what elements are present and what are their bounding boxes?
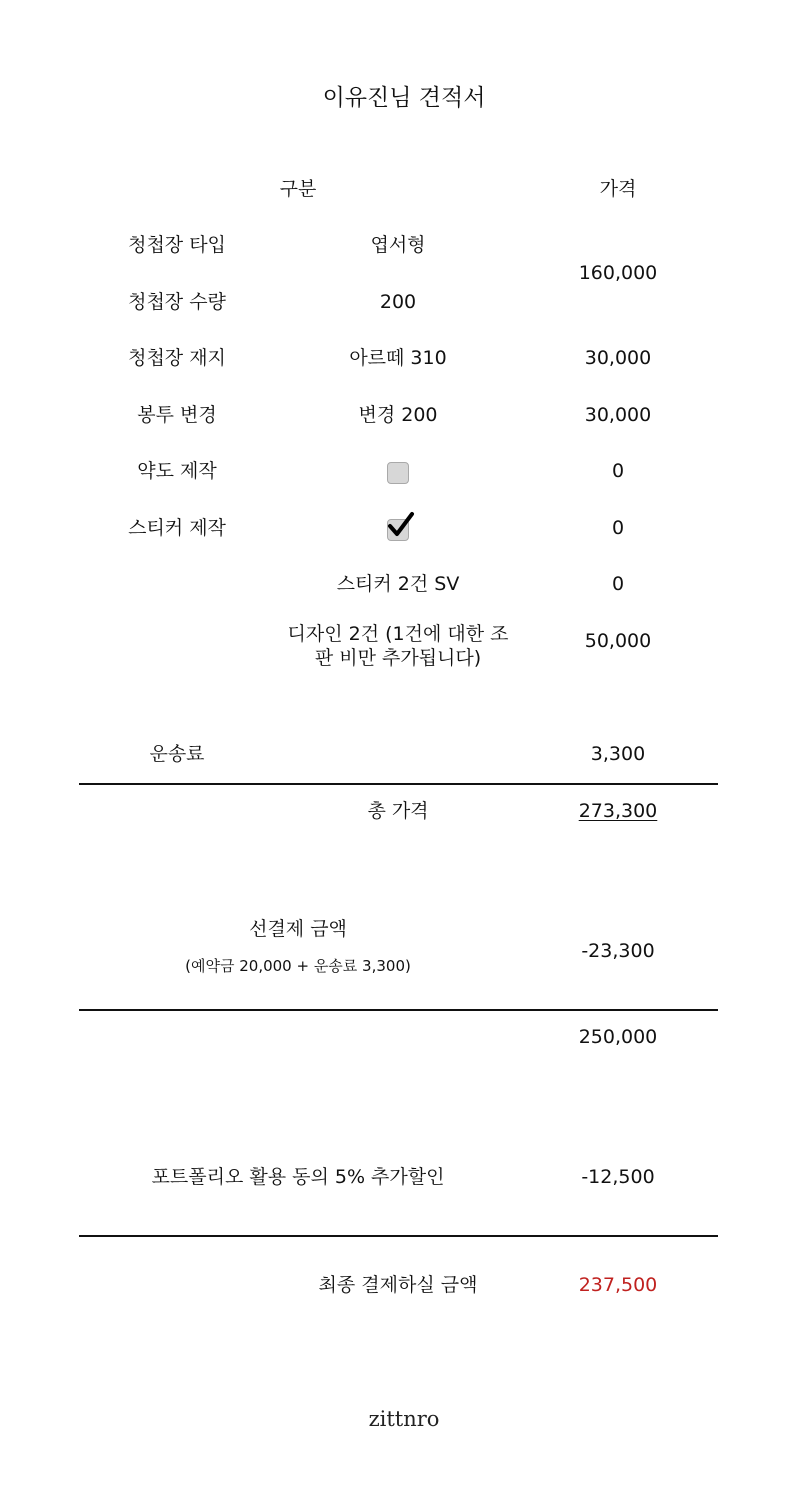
final-label: 최종 결제하실 금액 xyxy=(318,1274,478,1296)
discount-price: -12,500 xyxy=(581,1166,655,1188)
map-price: 0 xyxy=(611,460,625,482)
map-label: 약도 제작 xyxy=(137,460,217,482)
design-value: 디자인 2건 (1건에 대한 조판 비만 추가됩니다) xyxy=(287,623,509,669)
column-header-category: 구분 xyxy=(279,178,317,200)
invite-type-label: 청첩장 타입 xyxy=(128,234,226,256)
invite-qty-label: 청첩장 수량 xyxy=(128,291,226,313)
sticker-price: 0 xyxy=(611,517,625,539)
divider xyxy=(79,1235,718,1237)
paper-price: 30,000 xyxy=(584,347,652,369)
total-label: 총 가격 xyxy=(367,800,429,822)
divider xyxy=(79,1009,718,1011)
envelope-price: 30,000 xyxy=(584,404,652,426)
brand-logo: zittnro xyxy=(368,1407,440,1431)
sticker-sv-value: 스티커 2건 SV xyxy=(336,573,460,595)
sticker-sv-price: 0 xyxy=(611,573,625,595)
design-price: 50,000 xyxy=(584,630,652,652)
invite-qty-value: 200 xyxy=(379,291,417,313)
page-title: 이유진님 견적서 xyxy=(322,85,486,111)
prepaid-price: -23,300 xyxy=(581,940,655,962)
column-header-price: 가격 xyxy=(599,178,637,200)
invite-type-value: 엽서형 xyxy=(370,234,426,256)
shipping-label: 운송료 xyxy=(149,743,205,765)
map-checkbox[interactable] xyxy=(387,462,409,484)
total-price: 273,300 xyxy=(578,800,658,822)
envelope-label: 봉투 변경 xyxy=(137,404,217,426)
envelope-value: 변경 200 xyxy=(358,404,438,426)
paper-label: 청첩장 재지 xyxy=(128,347,226,369)
sticker-checkbox[interactable] xyxy=(387,519,409,541)
shipping-price: 3,300 xyxy=(590,743,646,765)
final-price: 237,500 xyxy=(578,1274,658,1296)
check-icon xyxy=(387,511,415,539)
divider xyxy=(79,783,718,785)
invite-base-price: 160,000 xyxy=(578,262,658,284)
prepaid-label: 선결제 금액 xyxy=(249,918,347,940)
discount-label: 포트폴리오 활용 동의 5% 추가할인 xyxy=(151,1166,445,1188)
subtotal-price: 250,000 xyxy=(578,1026,658,1048)
paper-value: 아르떼 310 xyxy=(349,347,447,369)
prepaid-note: (예약금 20,000 + 운송료 3,300) xyxy=(185,957,411,975)
sticker-label: 스티커 제작 xyxy=(128,517,226,539)
